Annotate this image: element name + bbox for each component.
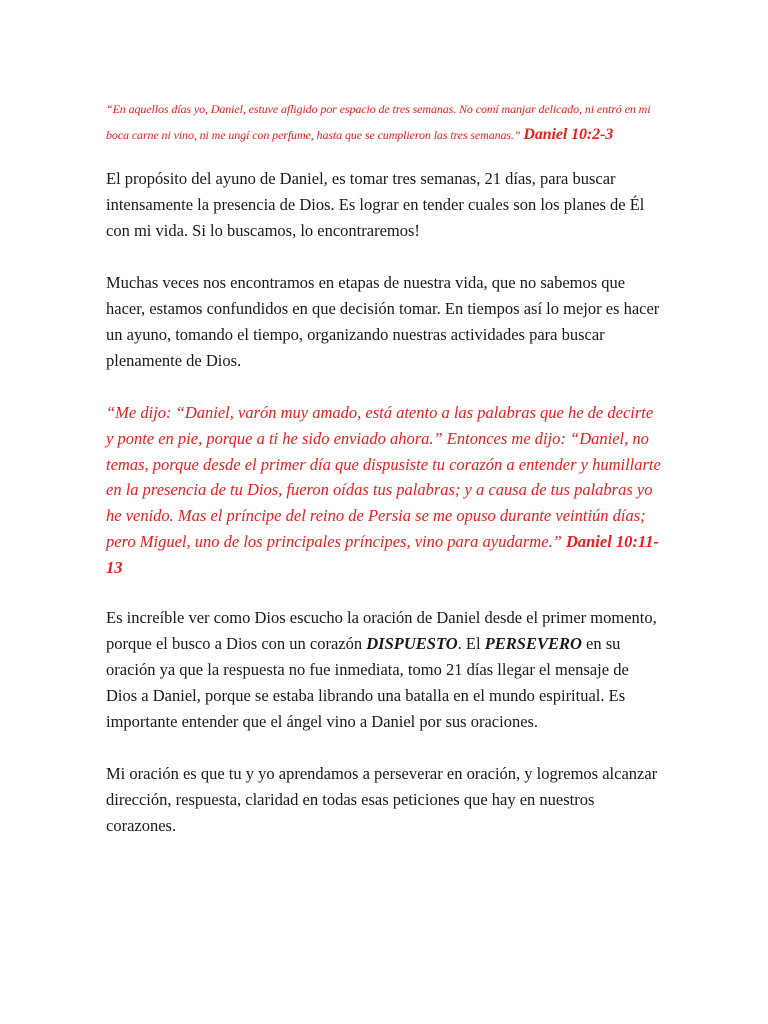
paragraph3-part3: en su oración ya que la respuesta no fue inmediata, tomo 21 días llegar el mensaje de Dios a Daniel, porque se estaba librando una batalla en el mundo espiritual. Es importante entender que el ángel vino a Daniel por sus oraciones. — [106, 633, 629, 731]
emphasis-persevero: PERSEVERO — [484, 633, 582, 653]
paragraph-purpose-of-fast: El propósito del ayuno de Daniel, es tomar tres semanas, 21 días, para buscar intensamente la presencia de Dios. Es lograr en tender cuales son los planes de Él con mi vida. Si lo buscamos, lo encontraremos! — [106, 169, 645, 240]
opening-scripture-quote — [106, 96, 664, 148]
emphasis-dispuesto: DISPUESTO — [366, 633, 458, 653]
angel-quote-reference: Daniel 10:11-13 — [106, 531, 660, 577]
paragraph-closing-prayer: Mi oración es que tu y yo aprendamos a perseverar en oración, y logremos alcanzar dirección, respuesta, claridad en todas esas peticiones que hay en nuestros corazones. — [106, 763, 658, 835]
angel-quote-text: “Me dijo: “Daniel, varón muy amado, está atento a las palabras que he de decirte y ponte en pie, porque a ti he sido enviado ahora.” Entonces me dijo: “Daniel, no temas, porque desde el primer día que dispusiste tu corazón a entender y humillarte en la presencia de tu Dios, fueron oídas tus palabras; y a causa de tus palabras yo he venido. Mas el príncipe del reino de Persia se me opuso durante veintiún días; pero Miguel, uno de los principales príncipes, vino para ayudarme.” — [106, 403, 661, 551]
opening-quote-text: “En aquellos días yo, Daniel, estuve afligido por espacio de tres semanas. No comí manjar delicado, ni entró en mi boca carne ni vino, ni me ungí con perfume, hasta que se cumplieron las tres semanas.” — [106, 102, 651, 142]
angel-scripture-quote — [106, 400, 664, 581]
paragraph-confusion-stages: Muchas veces nos encontramos en etapas de nuestra vida, que no sabemos que hacer, estamos confundidos en que decisión tomar. En tiempos así lo mejor es hacer un ayuno, tomando el tiempo, organizando nuestras actividades para buscar plenamente de Dios. — [106, 273, 660, 370]
paragraph-god-heard-prayer — [106, 605, 664, 735]
paragraph3-part2: . El — [457, 633, 485, 653]
opening-quote-reference: Daniel 10:2-3 — [523, 126, 614, 143]
paragraph3-part1: Es increíble ver como Dios escucho la oración de Daniel desde el primer momento, porque el busco a Dios con un corazón — [106, 607, 657, 653]
